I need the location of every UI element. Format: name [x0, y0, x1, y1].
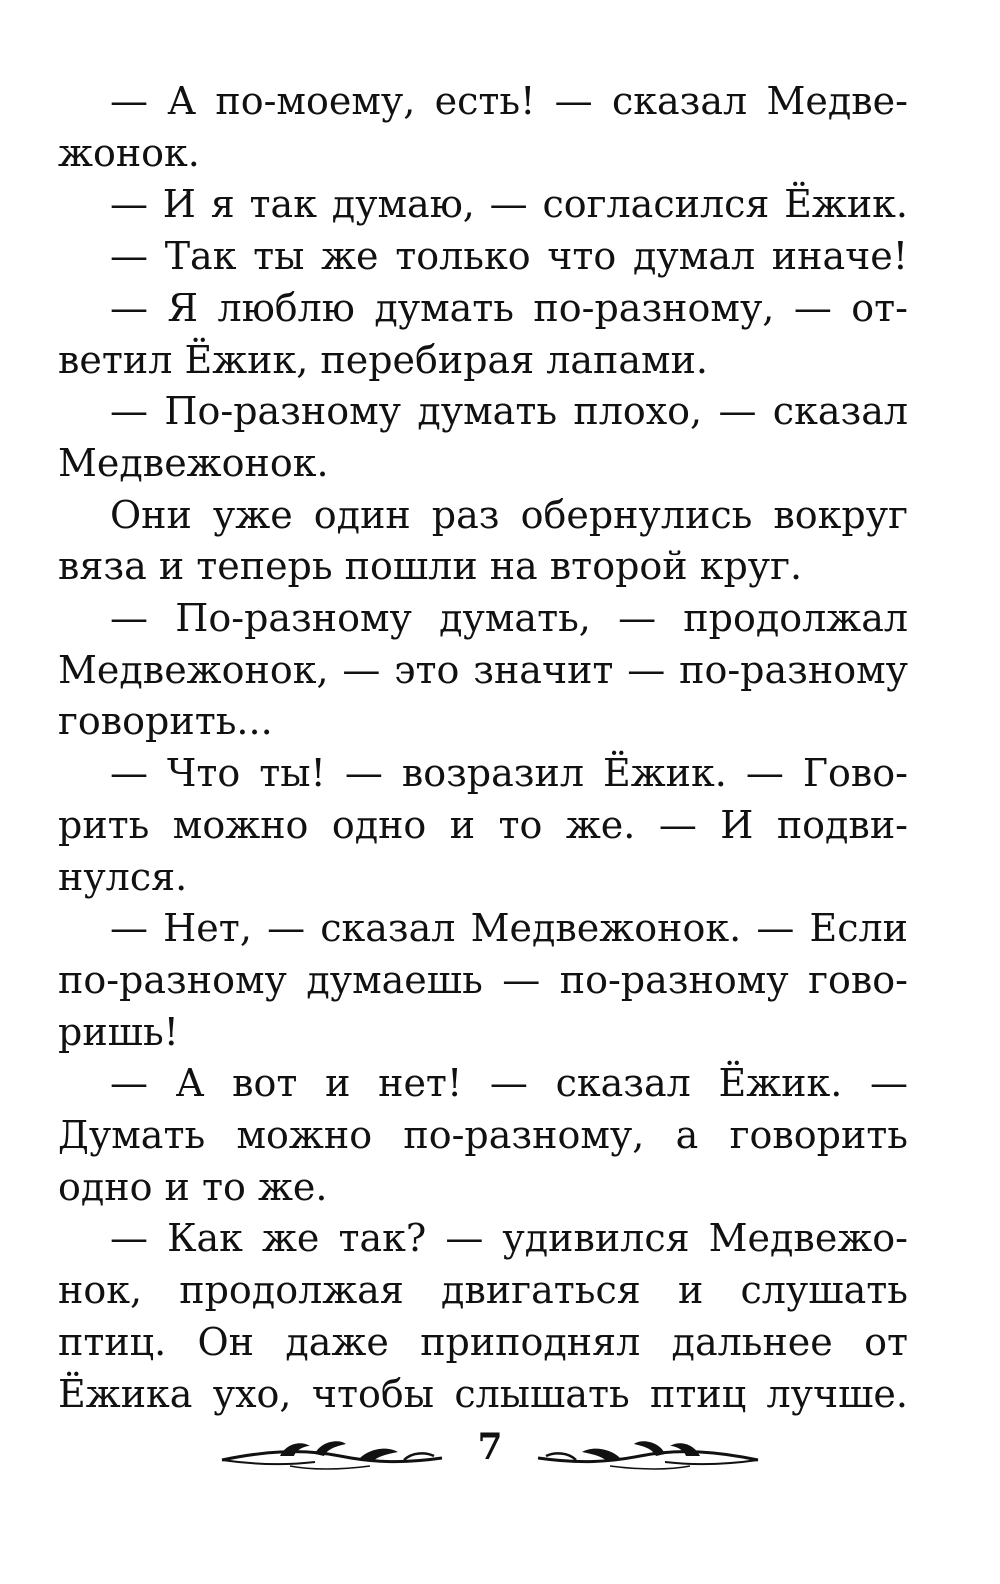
page-text: [58, 76, 908, 1420]
text-line: Они уже один раз обернулись вокруг: [110, 492, 908, 537]
text-line: нок, продолжая двигаться и слушать: [58, 1268, 908, 1313]
text-line: Медвежонок, — это значит — по-разному: [58, 647, 908, 692]
text-line: Медвежонок.: [58, 440, 329, 485]
page-number: 7: [477, 1426, 503, 1468]
text-line: — И я так думаю, — согласился Ёжик.: [110, 182, 908, 227]
text-line: — Как же так? — удивился Медвежо-: [110, 1216, 908, 1261]
text-line: одно и то же.: [58, 1164, 328, 1209]
text-line: птиц. Он даже приподнял дальнее от: [58, 1319, 908, 1364]
text-line: вяза и теперь пошли на второй круг.: [58, 544, 803, 589]
text-line: нулся.: [58, 854, 188, 899]
text-line: — Я люблю думать по-разному, — от-: [110, 285, 908, 330]
text-line: рить можно одно и то же. — И подви-: [58, 802, 908, 847]
text-line: — А вот и нет! — сказал Ёжик. —: [110, 1061, 908, 1106]
text-line: — Нет, — сказал Медвежонок. — Если: [110, 906, 908, 951]
text-line: по-разному думаешь — по-разному гово-: [58, 957, 908, 1002]
text-line: жонок.: [58, 130, 200, 175]
right-flourish-ornament-icon: [535, 1434, 760, 1474]
text-line: — Так ты же только что думал иначе!: [110, 234, 908, 279]
text-line: — Что ты! — возразил Ёжик. — Гово-: [110, 751, 908, 796]
page-footer: [220, 1424, 760, 1484]
text-line: ришь!: [58, 1009, 179, 1054]
text-line: — По-разному думать плохо, — сказал: [110, 389, 908, 434]
text-line: говорить...: [58, 699, 273, 744]
text-line: — По-разному думать, — продолжал: [110, 596, 908, 641]
text-line: Думать можно по-разному, а говорить: [58, 1113, 908, 1158]
text-line: Ёжика ухо, чтобы слышать птиц лучше.: [58, 1371, 908, 1416]
text-line: ветил Ёжик, перебирая лапами.: [58, 337, 708, 382]
text-line: — А по-моему, есть! — сказал Медве-: [110, 79, 908, 123]
